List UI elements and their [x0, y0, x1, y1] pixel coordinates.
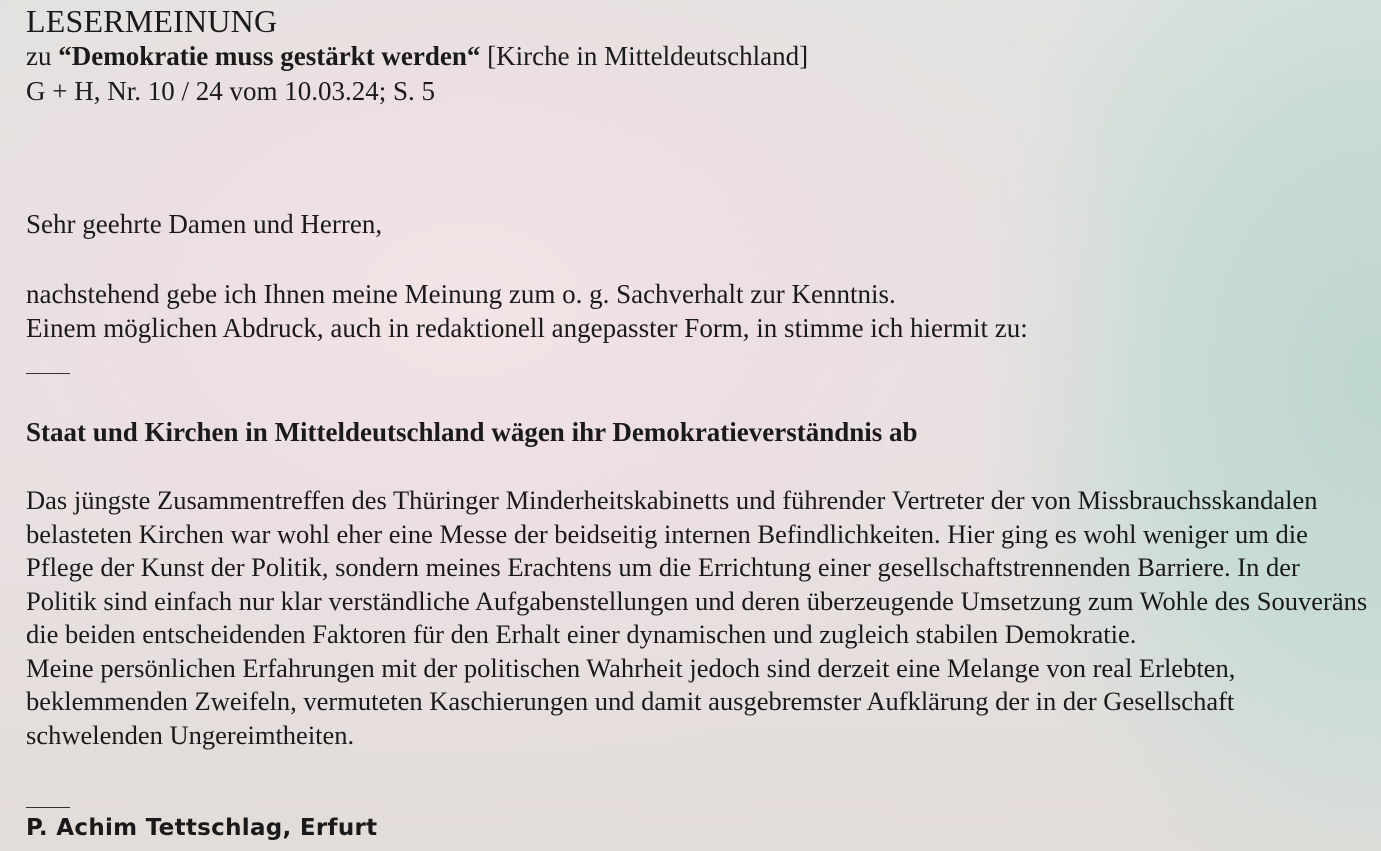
article-section: [Kirche in Mitteldeutschland] [480, 41, 809, 71]
letter-headline: Staat und Kirchen in Mitteldeutschland wägen ihr Demokratieverständnis ab [26, 417, 918, 447]
body-paragraph-2: Meine persönlichen Erfahrungen mit der politischen Wahrheit jedoch sind derzeit eine Melange von real Erlebten, beklemmenden Zweifeln, vermuteten Kaschierungen und damit ausgebremster Aufklärung der in der Gesellschaft schwelenden Ungereimtheiten. [26, 652, 1236, 750]
salutation: Sehr geehrte Damen und Herren, [26, 209, 383, 239]
divider-rule [26, 373, 70, 374]
letter-body [26, 484, 1371, 752]
reference-prefix: zu [26, 41, 59, 71]
article-title: “Demokratie muss gestärkt werden“ [58, 41, 481, 71]
intro-line-1: nachstehend gebe ich Ihnen meine Meinung zum o. g. Sachverhalt zur Kenntnis. [26, 279, 896, 309]
issue-reference: G + H, Nr. 10 / 24 vom 10.03.24; S. 5 [26, 76, 435, 106]
letter-heading: LESERMEINUNG [26, 3, 278, 39]
intro-line-2: Einem möglichen Abdruck, auch in redaktionell angepasster Form, in stimme ich hiermit zu: [26, 313, 1028, 343]
signature-divider [26, 807, 70, 808]
body-paragraph-1: Das jüngste Zusammentreffen des Thüringer Minderheitskabinetts und führender Vertreter der von Missbrauchsskandalen belasteten Kirchen war wohl eher eine Messe der beidseitig internen Befindlichkeiten. Hier ging es wohl weniger um die Pflege der Kunst der Politik, sondern meines Erachtens um die Errichtung einer gesellschaftstrennenden Barriere. In der Politik sind einfach nur klar verständliche Aufgabenstellungen und deren überzeugende Umsetzung zum Wohle des Souveräns die beiden entscheidenden Faktoren für den Erhalt einer dynamischen und zugleich stabilen Demokratie. [26, 485, 1368, 649]
signature: P. Achim Tettschlag, Erfurt [26, 815, 378, 841]
article-reference [26, 41, 808, 72]
